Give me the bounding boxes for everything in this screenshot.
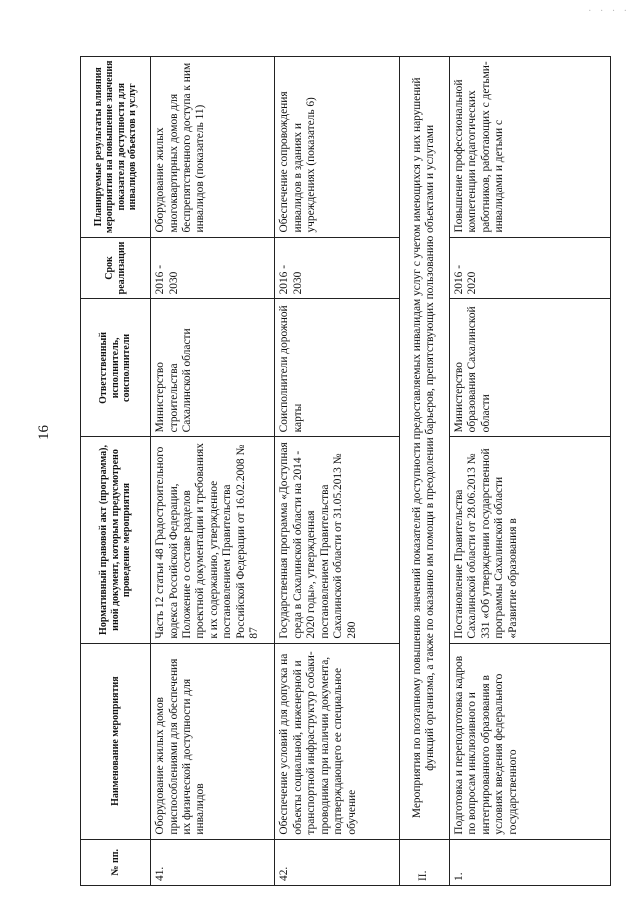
table-header-row	[81, 57, 151, 886]
row-term: 2016 - 2030	[275, 237, 399, 299]
header-responsible: Ответственный исполнитель, соисполнители	[81, 299, 151, 437]
row-term: 2016 - 2030	[151, 237, 275, 299]
header-act: Нормативный правовой акт (программа), иной документ, которым предусмотрено проведение мероприятия	[81, 437, 151, 643]
header-num: № пп.	[81, 839, 151, 885]
row-term: 2016 - 2020	[449, 237, 610, 299]
section-row	[399, 57, 449, 886]
corner-dots: · · · ·	[588, 6, 630, 17]
table-row	[275, 57, 399, 886]
row-name: Подготовка и переподготовка кадров по вопросам инклюзивного и интегрированного образования в условиях введения федерального государственного	[449, 643, 610, 839]
row-result: Оборудование жилых многоквартирных домов для беспрепятственного доступа к ним инвалидов (показатель 11)	[151, 57, 275, 238]
row-responsible: Министерство образования Сахалинской области	[449, 299, 610, 437]
section-title: Мероприятия по поэтапному повышению значений показателей доступности предоставляемых инвалидам услуг с учетом имеющихся у них нарушений функций организма, а также по оказанию им помощи в преодолении барьеров, препятствующих пользованию объектами и услугами	[399, 57, 449, 840]
table-row	[449, 57, 610, 886]
section-num: II.	[399, 839, 449, 885]
table-row	[151, 57, 275, 886]
row-num: 42.	[275, 839, 399, 885]
row-num: 41.	[151, 839, 275, 885]
row-act: Часть 12 статьи 48 Градостроительного кодекса Российской Федерации, Положение о составе разделов проектной документации и требованиях к их содержанию, утвержденное постановлением Правительства Российской Федерации от 16.02.2008 № 87	[151, 437, 275, 643]
row-name: Оборудование жилых домов приспособлениями для обеспечения их физической доступности для инвалидов	[151, 643, 275, 839]
header-term: Срок реализации	[81, 237, 151, 299]
measures-table	[80, 56, 611, 886]
header-name: Наименование мероприятия	[81, 643, 151, 839]
rotated-table-wrapper	[80, 56, 611, 886]
header-result: Планируемые результаты влияния мероприятия на повышение значения показателя доступности для инвалидов объектов и услуг	[81, 57, 151, 238]
row-act: Государственная программа «Доступная среда в Сахалинской области на 2014 - 2020 годы», утвержденная постановлением Правительства Сахалинской области от 31.05.2013 № 280	[275, 437, 399, 643]
row-result: Обеспечение сопровождения инвалидов в зданиях и учреждениях (показатель 6)	[275, 57, 399, 238]
row-act: Постановление Правительства Сахалинской области от 28.06.2013 № 331 «Об утверждении государственной программы Сахалинской области «Развитие образования в	[449, 437, 610, 643]
row-responsible: Соисполнители дорожной карты	[275, 299, 399, 437]
row-result: Повышение профессиональной компетенции педагогических работников, работающих с детьми-инвалидами и детьми с	[449, 57, 610, 238]
row-num: 1.	[449, 839, 610, 885]
page-number: 16	[36, 425, 52, 440]
row-name: Обеспечение условий для допуска на объекты социальной, инженерной и транспортной инфраструктур собаки-проводника при наличии документа, подтверждающего ее специальное обучение	[275, 643, 399, 839]
row-responsible: Министерство строительства Сахалинской области	[151, 299, 275, 437]
